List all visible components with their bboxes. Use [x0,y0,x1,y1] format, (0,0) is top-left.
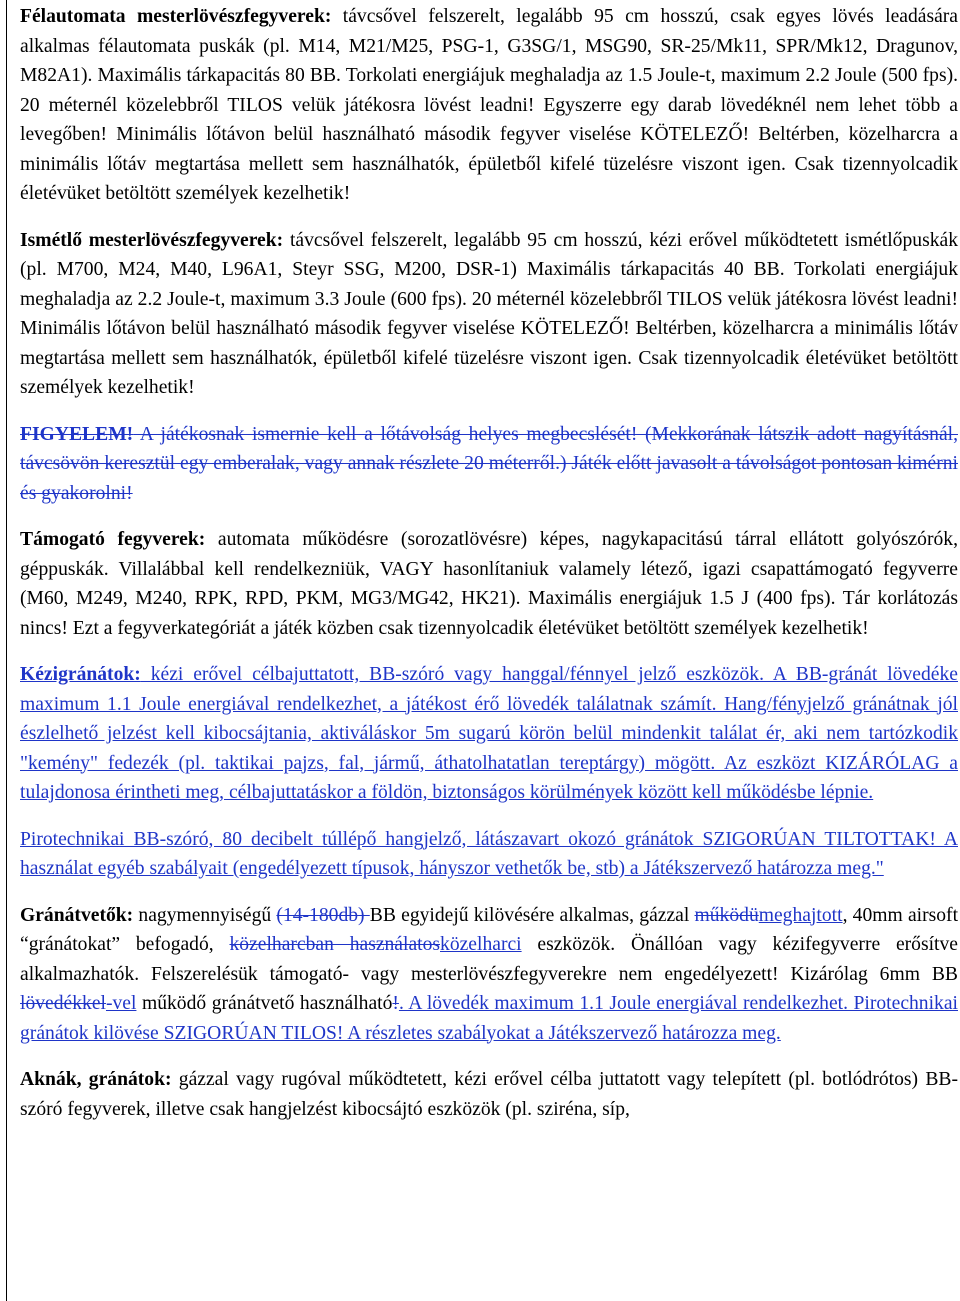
deleted-text: ! [392,993,399,1014]
paragraph-support-weapons [20,525,958,643]
inserted-title: Kézigránátok: [20,664,141,685]
paragraph-bolt-sniper [20,226,958,403]
paragraph-text: BB egyidejű kilövésére alkalmas, gázzal [369,904,695,926]
paragraph-title: Gránátvetők: [20,904,134,926]
deleted-text: közelharcban használatos [229,934,441,955]
deleted-text: lövedékkel [20,993,106,1014]
document-body [20,2,958,1124]
paragraph-hand-grenades [20,660,958,808]
paragraph-pyrotechnic-ban [20,825,958,884]
deleted-text: működü [694,904,759,926]
paragraph-text: automata működésre (sorozatlövésre) képes, nagykapacitású tárral ellátott golyószórók, géppuskák. Villalábbal kell rendelkezniük, VAGY hasonlítaniuk valamely létező, igazi csapattámogató fegyverre (M60, M249, M240, RPK, RPD, PKM, MG3/MG42, HK21). Maximális energiájuk 1.5 J (400 fps). Tár korlátozás nincs! Ezt a fegyverkategóriát a játék közben csak tizennyolcadik életévüket betöltött személyek kezelhetik! [20,529,958,639]
inserted-text: meghajtott [758,904,843,926]
paragraph-grenade-launchers [20,901,958,1049]
inserted-text: közelharci [440,934,522,955]
paragraph-title: Aknák, gránátok: [20,1069,172,1090]
paragraph-title: Félautomata mesterlövészfegyverek: [20,6,332,27]
change-bar [6,0,7,1301]
paragraph-mines-grenades [20,1065,958,1124]
paragraph-text: gázzal vagy rugóval működtetett, kézi erővel célba juttatott vagy telepített (pl. botlódrótos) BB-szóró fegyverek, illetve csak hangjelzést kibocsájtó eszközök (pl. sziréna, síp, [20,1069,958,1120]
paragraph-text: eszközök. Önállóan vagy kézifegyverre erősítve alkalmazhatók. Felszerelésük támogató- vagy mesterlövészfegyverekre nem engedélyezett! Kizárólag 6mm BB [20,934,958,985]
paragraph-text: működő gránátvető használható [136,993,393,1014]
inserted-text: -vel [105,993,137,1014]
paragraph-semi-auto-sniper [20,2,958,209]
inserted-text: . A lövedék maximum 1.1 Joule energiával rendelkezhet. Pirotechnikai gránátok kilövése SZIGORÚAN TILOS! A részletes szabályokat a Játékszervező határozza meg. [20,993,958,1044]
paragraph-title: Támogató fegyverek: [20,529,206,550]
deleted-title: FIGYELEM! [20,423,134,445]
paragraph-text: nagymennyiségű [133,904,277,926]
paragraph-text: távcsővel felszerelt, legalább 95 cm hosszú, kézi erővel működtetett ismétlőpuskák (pl. M700, M24, M40, L96A1, Steyr SSG, M200, DSR-1) Maximális tárkapacitás 40 BB. Torkolati energiájuk meghaladja az 2.2 Joule-t, maximum 3.3 Joule (600 fps). 20 méternél közelebbről TILOS velük játékosra lövést leadni! Minimális lőtávon belül használható második fegyver viselése KÖTELEZŐ! Beltérben, közelharcra a minimális lőtáv megtartása mellett sem használhatók, épületből kifelé tüzelésre viszont igen. Csak tizennyolcadik életévüket betöltött személyek kezelhetik! [20,229,958,398]
paragraph-text: távcsővel felszerelt, legalább 95 cm hosszú, csak egyes lövés leadására alkalmas félautomata puskák (pl. M14, M21/M25, PSG-1, G3SG/1, MSG90, SR-25/Mk11, SPR/Mk12, Dragunov, M82A1). Maximális tárkapacitás 80 BB. Torkolati energiájuk meghaladja az 1.5 Joule-t, maximum 2.2 Joule (500 fps). 20 méternél közelebbről TILOS velük játékosra lövést leadni! Egyszerre egy darab lövedéknél nem lehet több a levegőben! Minimális lőtávon belül használható második fegyver viselése KÖTELEZŐ! Beltérben, közelharcra a minimális lőtáv megtartása mellett sem használhatók, épületből kifelé tüzelésre viszont igen. Csak tizennyolcadik életévüket betöltött személyek kezelhetik! [20,6,958,204]
inserted-text: Pirotechnikai BB-szóró, 80 decibelt túllépő hangjelző, látászavart okozó gránátok SZIGORÚAN TILTOTTAK! A használat egyéb szabályait (engedélyezett típusok, hányszor vethetők be, stb) a Játékszervező határozza meg." [20,828,958,879]
deleted-text: (14-180db) [276,904,370,926]
paragraph-title: Ismétlő mesterlövészfegyverek: [20,229,284,251]
deleted-text: A játékosnak ismernie kell a lőtávolság helyes megbecslését! (Mekkorának látszik adott nagyításnál, távcsövön keresztül egy emberalak, vagy annak részlete 20 méterről.) Játék előtt javasolt a távolságot pontosan kimérni és gyakorolni! [20,423,958,504]
paragraph-text: , 40mm airsoft “gránátokat” befogadó, [20,904,959,955]
paragraph-warning-deleted [20,420,958,509]
inserted-text: kézi erővel célbajuttatott, BB-szóró vagy hanggal/fénnyel jelző eszközök. A BB-gránát lövedéke maximum 1.1 Joule energiával rendelkezhet, a játékost érő lövedék találatnak számít. Hang/fényjelző gránátnak jól észlelhető jelzést kell kibocsájtania, aktiváláskor 5m sugarú körön belül mindenkit találat ér, aki nem tartózkodik "kemény" fedezék (pl. taktikai pajzs, fal, jármű, áthatolhatatlan tereptárgy) mögött. Az eszközt KIZÁRÓLAG a tulajdonosa érintheti meg, célbajuttatáskor a földön, biztonságos körülmények között kell működésbe lépnie. [20,664,958,803]
